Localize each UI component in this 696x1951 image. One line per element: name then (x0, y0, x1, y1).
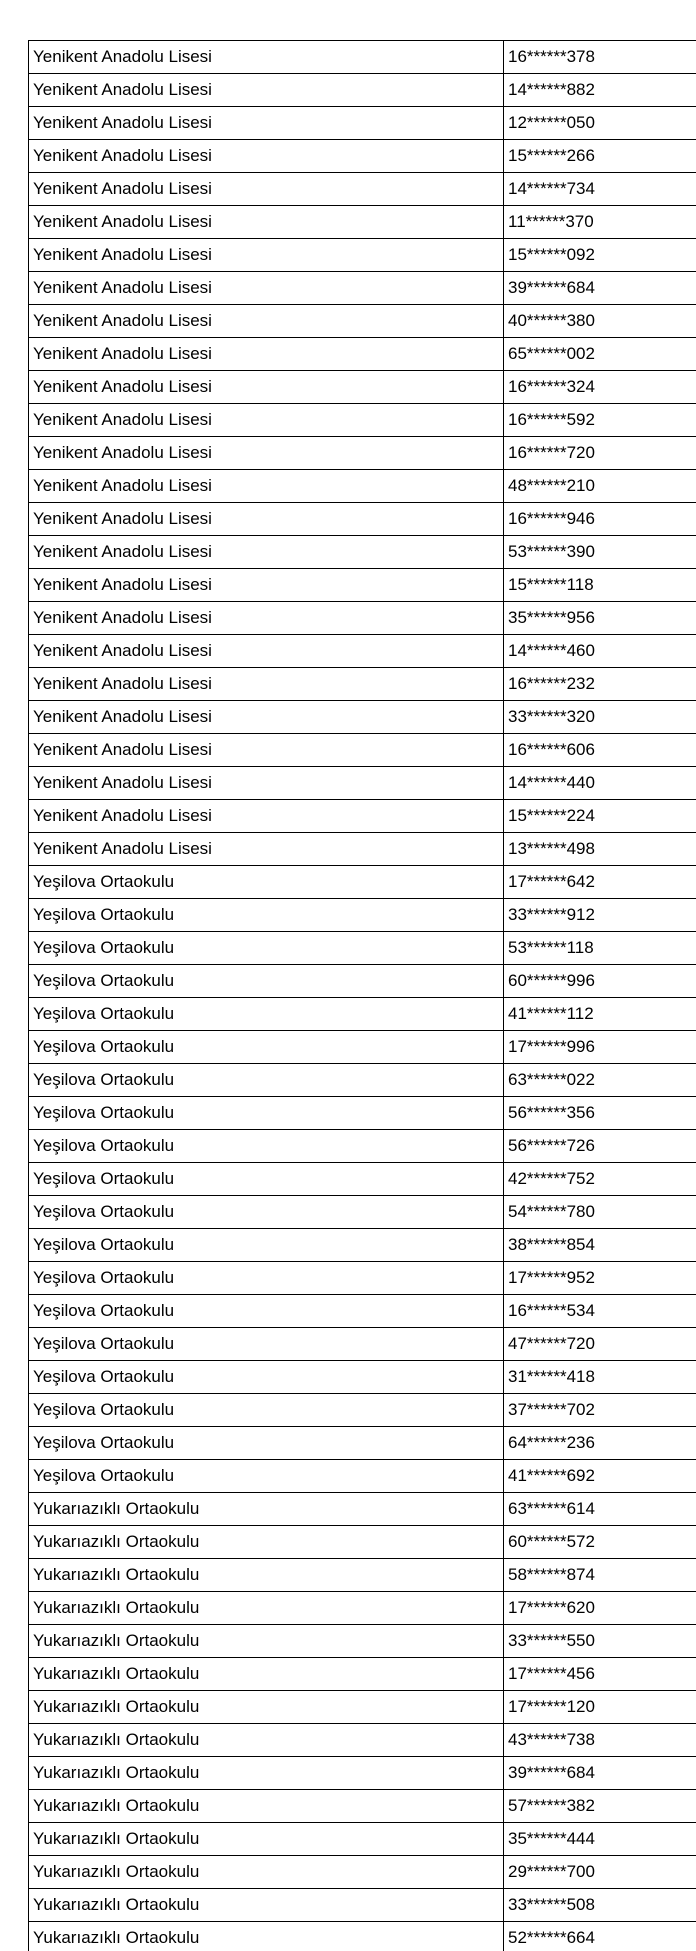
masked-id-cell: 35******956 (504, 602, 696, 635)
masked-id-cell: 17******642 (504, 866, 696, 899)
table-row (29, 1625, 696, 1658)
masked-id-cell: 43******738 (504, 1724, 696, 1757)
masked-id-cell: 60******572 (504, 1526, 696, 1559)
masked-id-cell: 16******606 (504, 734, 696, 767)
table-row (29, 470, 696, 503)
masked-id-cell: 16******534 (504, 1295, 696, 1328)
school-name-cell: Yukarıazıklı Ortaokulu (29, 1691, 504, 1724)
masked-id-cell: 15******092 (504, 239, 696, 272)
school-name-cell: Yeşilova Ortaokulu (29, 1229, 504, 1262)
school-name-cell: Yenikent Anadolu Lisesi (29, 107, 504, 140)
school-name-cell: Yeşilova Ortaokulu (29, 1328, 504, 1361)
masked-id-cell: 58******874 (504, 1559, 696, 1592)
school-name-cell: Yenikent Anadolu Lisesi (29, 41, 504, 74)
school-name-cell: Yenikent Anadolu Lisesi (29, 701, 504, 734)
table-row (29, 1163, 696, 1196)
school-name-cell: Yeşilova Ortaokulu (29, 1031, 504, 1064)
school-name-cell: Yukarıazıklı Ortaokulu (29, 1625, 504, 1658)
school-name-cell: Yenikent Anadolu Lisesi (29, 833, 504, 866)
table-row (29, 767, 696, 800)
table-row (29, 734, 696, 767)
masked-id-cell: 16******720 (504, 437, 696, 470)
school-name-cell: Yukarıazıklı Ortaokulu (29, 1493, 504, 1526)
table-row (29, 437, 696, 470)
masked-id-cell: 41******112 (504, 998, 696, 1031)
school-name-cell: Yukarıazıklı Ortaokulu (29, 1790, 504, 1823)
table-row (29, 932, 696, 965)
school-name-cell: Yeşilova Ortaokulu (29, 1460, 504, 1493)
school-name-cell: Yenikent Anadolu Lisesi (29, 206, 504, 239)
school-name-cell: Yenikent Anadolu Lisesi (29, 635, 504, 668)
school-name-cell: Yeşilova Ortaokulu (29, 1130, 504, 1163)
table-row (29, 1922, 696, 1951)
masked-id-cell: 17******952 (504, 1262, 696, 1295)
school-name-cell: Yeşilova Ortaokulu (29, 1262, 504, 1295)
school-name-cell: Yenikent Anadolu Lisesi (29, 305, 504, 338)
school-name-cell: Yukarıazıklı Ortaokulu (29, 1757, 504, 1790)
school-name-cell: Yukarıazıklı Ortaokulu (29, 1889, 504, 1922)
school-name-cell: Yeşilova Ortaokulu (29, 965, 504, 998)
school-name-cell: Yenikent Anadolu Lisesi (29, 503, 504, 536)
school-name-cell: Yeşilova Ortaokulu (29, 1394, 504, 1427)
masked-id-cell: 37******702 (504, 1394, 696, 1427)
school-name-cell: Yeşilova Ortaokulu (29, 1196, 504, 1229)
table-row (29, 1295, 696, 1328)
table-row (29, 1229, 696, 1262)
table-row (29, 1427, 696, 1460)
school-name-cell: Yukarıazıklı Ortaokulu (29, 1559, 504, 1592)
school-name-cell: Yeşilova Ortaokulu (29, 866, 504, 899)
school-name-cell: Yeşilova Ortaokulu (29, 932, 504, 965)
masked-id-cell: 52******664 (504, 1922, 696, 1951)
school-name-cell: Yeşilova Ortaokulu (29, 998, 504, 1031)
school-name-cell: Yeşilova Ortaokulu (29, 1295, 504, 1328)
table-row (29, 338, 696, 371)
table-row (29, 833, 696, 866)
school-name-cell: Yenikent Anadolu Lisesi (29, 437, 504, 470)
table-row (29, 998, 696, 1031)
school-name-cell: Yukarıazıklı Ortaokulu (29, 1922, 504, 1951)
table-row (29, 1394, 696, 1427)
masked-id-cell: 48******210 (504, 470, 696, 503)
table-row (29, 1559, 696, 1592)
masked-id-cell: 56******726 (504, 1130, 696, 1163)
school-name-cell: Yenikent Anadolu Lisesi (29, 668, 504, 701)
school-name-cell: Yenikent Anadolu Lisesi (29, 800, 504, 833)
school-name-cell: Yenikent Anadolu Lisesi (29, 470, 504, 503)
masked-id-cell: 12******050 (504, 107, 696, 140)
masked-id-cell: 15******118 (504, 569, 696, 602)
table-row (29, 536, 696, 569)
school-name-cell: Yukarıazıklı Ortaokulu (29, 1592, 504, 1625)
masked-id-cell: 16******946 (504, 503, 696, 536)
school-name-cell: Yenikent Anadolu Lisesi (29, 371, 504, 404)
table-row (29, 74, 696, 107)
table-row (29, 239, 696, 272)
masked-id-cell: 14******460 (504, 635, 696, 668)
table-row (29, 1724, 696, 1757)
table-row (29, 1262, 696, 1295)
masked-id-cell: 33******320 (504, 701, 696, 734)
masked-id-cell: 54******780 (504, 1196, 696, 1229)
masked-id-cell: 14******440 (504, 767, 696, 800)
masked-id-cell: 14******882 (504, 74, 696, 107)
table-row (29, 1328, 696, 1361)
school-name-cell: Yenikent Anadolu Lisesi (29, 272, 504, 305)
masked-id-cell: 40******380 (504, 305, 696, 338)
table-row (29, 503, 696, 536)
table-row (29, 371, 696, 404)
school-name-cell: Yenikent Anadolu Lisesi (29, 140, 504, 173)
masked-id-cell: 33******508 (504, 1889, 696, 1922)
masked-id-cell: 14******734 (504, 173, 696, 206)
masked-id-cell: 53******390 (504, 536, 696, 569)
masked-id-cell: 16******232 (504, 668, 696, 701)
masked-id-cell: 65******002 (504, 338, 696, 371)
table-row (29, 635, 696, 668)
school-name-cell: Yenikent Anadolu Lisesi (29, 569, 504, 602)
table-row (29, 140, 696, 173)
masked-id-cell: 15******224 (504, 800, 696, 833)
school-name-cell: Yenikent Anadolu Lisesi (29, 602, 504, 635)
masked-id-cell: 17******120 (504, 1691, 696, 1724)
table-row (29, 1493, 696, 1526)
masked-id-cell: 60******996 (504, 965, 696, 998)
table-row (29, 1196, 696, 1229)
table-row (29, 1031, 696, 1064)
table-row (29, 1889, 696, 1922)
masked-id-cell: 38******854 (504, 1229, 696, 1262)
masked-id-cell: 64******236 (504, 1427, 696, 1460)
table-row (29, 1790, 696, 1823)
masked-id-cell: 57******382 (504, 1790, 696, 1823)
school-name-cell: Yenikent Anadolu Lisesi (29, 536, 504, 569)
school-name-cell: Yukarıazıklı Ortaokulu (29, 1724, 504, 1757)
table-row (29, 1856, 696, 1889)
school-name-cell: Yeşilova Ortaokulu (29, 1163, 504, 1196)
table-row (29, 1361, 696, 1394)
school-name-cell: Yenikent Anadolu Lisesi (29, 173, 504, 206)
masked-id-cell: 17******620 (504, 1592, 696, 1625)
school-id-table (28, 40, 696, 1951)
masked-id-cell: 35******444 (504, 1823, 696, 1856)
masked-id-cell: 13******498 (504, 833, 696, 866)
table-row (29, 965, 696, 998)
table-row (29, 272, 696, 305)
table-row (29, 569, 696, 602)
masked-id-cell: 16******378 (504, 41, 696, 74)
masked-id-cell: 53******118 (504, 932, 696, 965)
table-row (29, 1526, 696, 1559)
table-row (29, 1097, 696, 1130)
school-name-cell: Yeşilova Ortaokulu (29, 899, 504, 932)
table-row (29, 1064, 696, 1097)
table-row (29, 41, 696, 74)
table-row (29, 1691, 696, 1724)
school-name-cell: Yeşilova Ortaokulu (29, 1361, 504, 1394)
table-row (29, 1460, 696, 1493)
school-name-cell: Yeşilova Ortaokulu (29, 1097, 504, 1130)
masked-id-cell: 16******592 (504, 404, 696, 437)
school-name-cell: Yukarıazıklı Ortaokulu (29, 1823, 504, 1856)
table-row (29, 800, 696, 833)
masked-id-cell: 41******692 (504, 1460, 696, 1493)
masked-id-cell: 11******370 (504, 206, 696, 239)
masked-id-cell: 16******324 (504, 371, 696, 404)
school-name-cell: Yenikent Anadolu Lisesi (29, 239, 504, 272)
school-name-cell: Yenikent Anadolu Lisesi (29, 767, 504, 800)
masked-id-cell: 42******752 (504, 1163, 696, 1196)
school-name-cell: Yukarıazıklı Ortaokulu (29, 1658, 504, 1691)
school-name-cell: Yeşilova Ortaokulu (29, 1427, 504, 1460)
table-row (29, 701, 696, 734)
masked-id-cell: 17******456 (504, 1658, 696, 1691)
school-name-cell: Yeşilova Ortaokulu (29, 1064, 504, 1097)
table-row (29, 305, 696, 338)
masked-id-cell: 47******720 (504, 1328, 696, 1361)
masked-id-cell: 33******912 (504, 899, 696, 932)
table-row (29, 899, 696, 932)
table-row (29, 602, 696, 635)
masked-id-cell: 63******022 (504, 1064, 696, 1097)
table-row (29, 1130, 696, 1163)
masked-id-cell: 39******684 (504, 272, 696, 305)
school-name-cell: Yukarıazıklı Ortaokulu (29, 1856, 504, 1889)
table-row (29, 404, 696, 437)
masked-id-cell: 31******418 (504, 1361, 696, 1394)
masked-id-cell: 29******700 (504, 1856, 696, 1889)
table-row (29, 107, 696, 140)
table-row (29, 1757, 696, 1790)
school-name-cell: Yenikent Anadolu Lisesi (29, 74, 504, 107)
school-name-cell: Yenikent Anadolu Lisesi (29, 734, 504, 767)
table-row (29, 173, 696, 206)
masked-id-cell: 39******684 (504, 1757, 696, 1790)
table-row (29, 1658, 696, 1691)
table-row (29, 1823, 696, 1856)
table-row (29, 668, 696, 701)
school-name-cell: Yenikent Anadolu Lisesi (29, 404, 504, 437)
table-body (29, 41, 696, 1951)
masked-id-cell: 33******550 (504, 1625, 696, 1658)
school-name-cell: Yukarıazıklı Ortaokulu (29, 1526, 504, 1559)
masked-id-cell: 56******356 (504, 1097, 696, 1130)
school-name-cell: Yenikent Anadolu Lisesi (29, 338, 504, 371)
table-row (29, 206, 696, 239)
table-row (29, 866, 696, 899)
table-row (29, 1592, 696, 1625)
masked-id-cell: 63******614 (504, 1493, 696, 1526)
masked-id-cell: 15******266 (504, 140, 696, 173)
masked-id-cell: 17******996 (504, 1031, 696, 1064)
